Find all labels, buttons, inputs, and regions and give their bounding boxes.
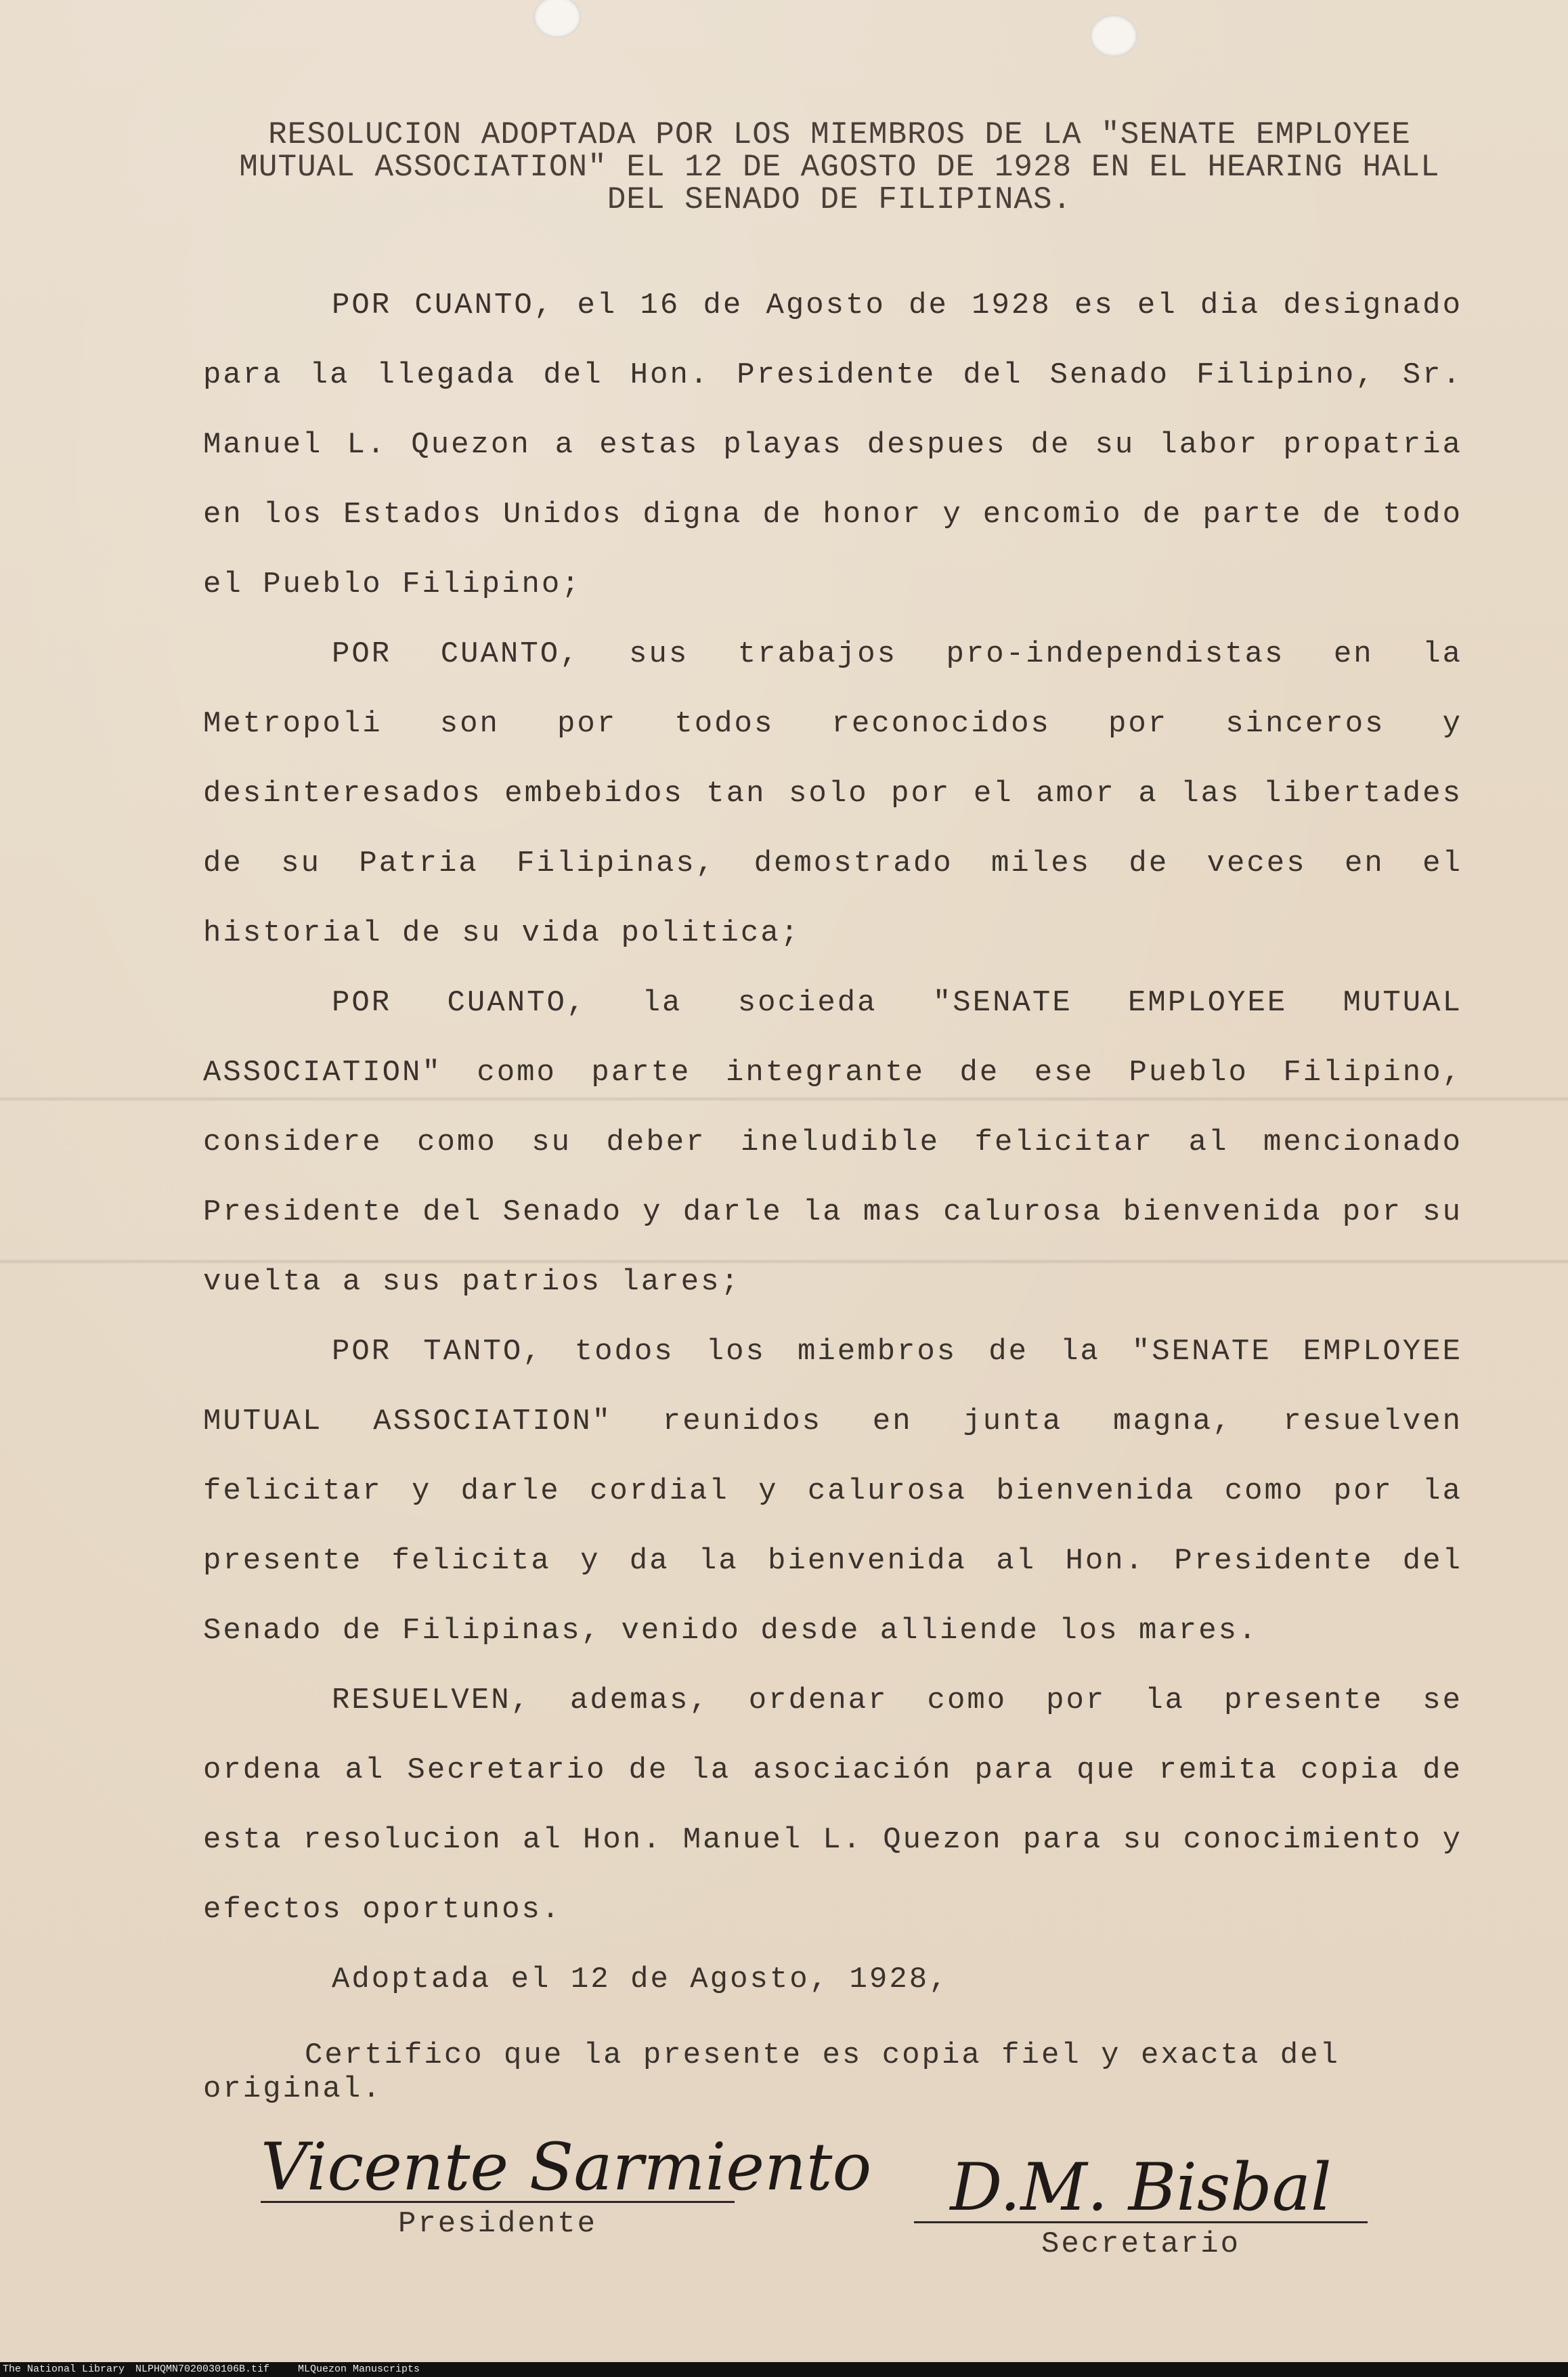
resolution-heading: RESOLUCION ADOPTADA POR LOS MIEMBROS DE LA "SENATE EMPLOYEE MUTUAL ASSOCIATION" EL 12 DE AGOSTO DE 1928 EN EL HEARING HALL DEL SENADO DE FILIPINAS. <box>239 117 1440 217</box>
president-signature-block <box>261 2129 872 2241</box>
paragraph-resuelven: RESUELVEN, ademas, ordenar como por la presente se ordena al Secretario de la asociación para que remita copia de esta resolucion al Hon. Manuel L. Quezon para su conocimiento y efectos oportunos. <box>203 1684 1462 1927</box>
paragraph-por-tanto: POR TANTO, todos los miembros de la "SENATE EMPLOYEE MUTUAL ASSOCIATION" reunidos en junta magna, resuelven felicitar y darle cordial y calurosa bienvenida como por la presente felicita y da la bienvenida al Hon. Presidente del Senado de Filipinas, venido desde alliende los mares. <box>203 1335 1462 1648</box>
footer-library: The National Library <box>3 2363 125 2375</box>
resolution-body <box>203 271 1462 2015</box>
paragraph-por-cuanto-1: POR CUANTO, el 16 de Agosto de 1928 es el dia designado para la llegada del Hon. Presidente del Senado Filipino, Sr. Manuel L. Quezon a estas playas despues de su labor propatria en los Estados Unidos digna de honor y encomio de parte de todo el Pueblo Filipino; <box>203 288 1462 601</box>
punch-hole <box>1090 15 1137 57</box>
secretary-title: Secretario <box>1041 2227 1241 2261</box>
adoption-date: Adoptada el 12 de Agosto, 1928, <box>332 1963 949 1996</box>
paragraph-por-cuanto-3: POR CUANTO, la socieda "SENATE EMPLOYEE MUTUAL ASSOCIATION" como parte integrante de ese Pueblo Filipino, considere como su deber ineludible felicitar al mencionado Presidente del Senado y darle la mas calurosa bienvenida por su vuelta a sus patrios lares; <box>203 986 1462 1299</box>
president-title: Presidente <box>397 2207 598 2241</box>
punch-hole <box>533 0 581 38</box>
secretary-signature: D.M. Bisbal <box>950 2149 1332 2225</box>
footer-file: NLPHQMN7020030106B.tif <box>135 2363 270 2375</box>
secretary-signature-block <box>914 2149 1368 2261</box>
footer-collection: MLQuezon Manuscripts <box>298 2363 420 2375</box>
paragraph-por-cuanto-2: POR CUANTO, sus trabajos pro-independistas en la Metropoli son por todos reconocidos por sinceros y desinteresados embebidos tan solo por el amor a las libertades de su Patria Filipinas, demostrado miles de veces en el historial de su vida politica; <box>203 637 1462 950</box>
president-signature: Vicente Sarmiento <box>261 2129 872 2205</box>
archive-footer <box>0 2362 1568 2377</box>
certification-text: Certifico que la presente es copia fiel y exacta del original. <box>203 2038 1341 2106</box>
